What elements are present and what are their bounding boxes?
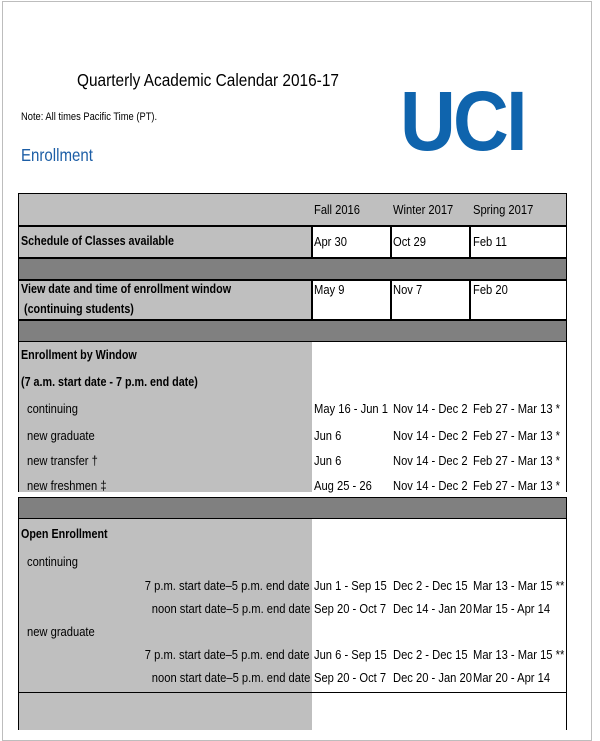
- by-window-winter-value: Nov 14 - Dec 2: [393, 428, 468, 443]
- open-enrollment-fall-value: Jun 1 - Sep 15: [314, 578, 387, 593]
- open-enrollment-fall-value: Sep 20 - Oct 7: [314, 670, 387, 685]
- by-window-spring-value: Feb 27 - Mar 13 *: [473, 401, 560, 416]
- separator-row: [18, 258, 567, 280]
- open-enrollment-row-label: 7 p.m. start date–5 p.m. end date: [145, 647, 310, 662]
- open-enrollment-winter-value: Dec 20 - Jan 20: [393, 670, 472, 685]
- by-window-spring-value: Feb 27 - Mar 13 *: [473, 428, 560, 443]
- by-window-spring-value: Feb 27 - Mar 13 *: [473, 478, 560, 493]
- separator-row: [18, 320, 567, 342]
- by-window-row-label: new transfer †: [27, 453, 98, 468]
- uci-logo: [400, 74, 530, 168]
- separator-row: [18, 497, 567, 519]
- timezone-note: Note: All times Pacific Time (PT).: [21, 111, 158, 123]
- logo-text: UCI: [400, 74, 525, 168]
- open-enrollment-values-area: [312, 519, 567, 730]
- by-window-heading: Enrollment by Window: [21, 348, 137, 362]
- open-enrollment-spring-value: Mar 13 - Mar 15 **: [473, 578, 565, 593]
- schedule-spring: Feb 11: [473, 234, 507, 249]
- open-enrollment-fall-value: Sep 20 - Oct 7: [314, 601, 387, 616]
- by-window-fall-value: Jun 6: [314, 428, 342, 443]
- enrollment-calendar-table: [18, 193, 567, 730]
- schedule-fall: Apr 30: [314, 234, 347, 249]
- open-enrollment-fall-value: Jun 6 - Sep 15: [314, 647, 387, 662]
- header-spring: Spring 2017: [473, 202, 534, 217]
- by-window-winter-value: Nov 14 - Dec 2: [393, 401, 468, 416]
- view-window-label-line2: (continuing students): [24, 302, 134, 316]
- by-window-values-area: [312, 342, 567, 492]
- by-window-winter-value: Nov 14 - Dec 2: [393, 478, 468, 493]
- open-enrollment-row-label: noon start date–5 p.m. end date: [151, 670, 310, 685]
- header-fall: Fall 2016: [314, 202, 360, 217]
- by-window-fall-value: Aug 25 - 26: [314, 478, 372, 493]
- by-window-subheading: (7 a.m. start date - 7 p.m. end date): [21, 375, 198, 389]
- open-enrollment-group-label: new graduate: [27, 624, 95, 639]
- schedule-label: Schedule of Classes available: [21, 234, 174, 248]
- by-window-fall-value: Jun 6: [314, 453, 342, 468]
- by-window-row-label: new graduate: [27, 428, 95, 443]
- open-enrollment-winter-value: Dec 2 - Dec 15: [393, 647, 468, 662]
- section-heading: Enrollment: [21, 145, 93, 165]
- open-enrollment-heading: Open Enrollment: [21, 527, 108, 541]
- by-window-winter-value: Nov 14 - Dec 2: [393, 453, 468, 468]
- schedule-winter: Oct 29: [393, 234, 426, 249]
- by-window-row-label: new freshmen ‡: [27, 478, 107, 493]
- by-window-label-column: [18, 342, 312, 492]
- open-enrollment-spring-value: Mar 13 - Mar 15 **: [473, 647, 565, 662]
- by-window-row-label: continuing: [27, 401, 78, 416]
- open-enrollment-spring-value: Mar 20 - Apr 14: [473, 670, 551, 685]
- open-enrollment-winter-value: Dec 2 - Dec 15: [393, 578, 468, 593]
- by-window-spring-value: Feb 27 - Mar 13 *: [473, 453, 560, 468]
- open-enrollment-row-label: 7 p.m. start date–5 p.m. end date: [145, 578, 310, 593]
- page-title: Quarterly Academic Calendar 2016-17: [77, 70, 339, 90]
- open-enrollment-row-label: noon start date–5 p.m. end date: [151, 601, 310, 616]
- by-window-fall-value: May 16 - Jun 1: [314, 401, 388, 416]
- table-bottom-border: [18, 692, 567, 693]
- view-window-fall: May 9: [314, 282, 345, 297]
- open-enrollment-spring-value: Mar 15 - Apr 14: [473, 601, 551, 616]
- open-enrollment-group-label: continuing: [27, 554, 78, 569]
- header-winter: Winter 2017: [393, 202, 454, 217]
- view-window-label-line1: View date and time of enrollment window: [21, 282, 232, 296]
- view-window-winter: Nov 7: [393, 282, 423, 297]
- view-window-spring: Feb 20: [473, 282, 508, 297]
- open-enrollment-winter-value: Dec 14 - Jan 20: [393, 601, 472, 616]
